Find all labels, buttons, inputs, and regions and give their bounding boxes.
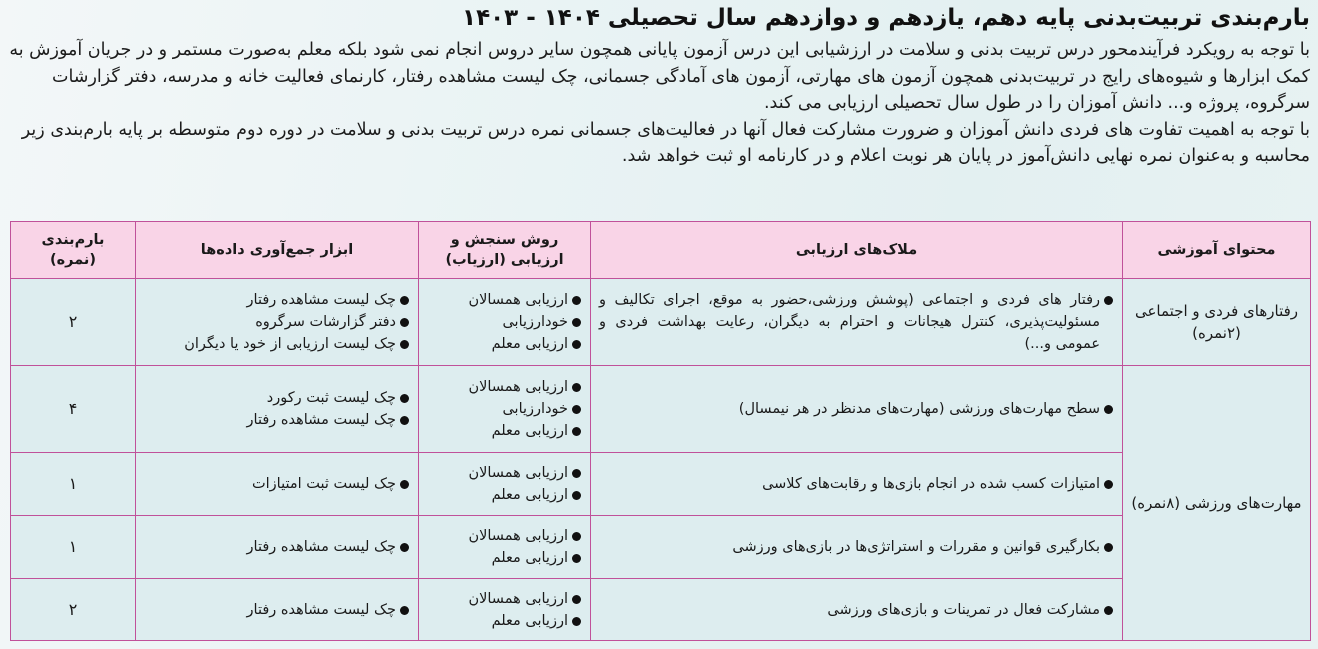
methods-cell <box>419 279 591 366</box>
methods-cell <box>419 366 591 453</box>
page-title: بارم‌بندی تربیت‌بدنی پایه دهم، یازدهم و دوازدهم سال تحصیلی ۱۴۰۴ - ۱۴۰۳ <box>462 5 1310 31</box>
score-cell: ۱ <box>11 516 136 579</box>
intro-paragraph-1: با توجه به رویکرد فرآیندمحور درس تربیت بدنی و سلامت در ارزشیابی این درس آزمون پایانی همچون سایر دروس انجام نمی شود بلکه معلم به‌صورت مستمر و در جریان آموزش به کمک ابزارها و شیوه‌های رایج در تربیت‌بدنی همچون آزمون های مهارتی، آزمون های آمادگی جسمانی، چک لیست مشاهده رفتار، کارنمای فعالیت خانه و مدرسه، دفتر گزارشات سرگروه، پروژه و... دانش آموزان را در طول سال تحصیلی ارزیابی می کند. <box>9 40 1310 113</box>
intro-paragraph-2: با توجه به اهمیت تفاوت های فردی دانش آموزان و ضرورت مشارکت فعال آنها در فعالیت‌های جسمانی نمره درس تربیت بدنی و سلامت در دوره دوم متوسطه بر پایه بارم‌بندی زیر محاسبه و به‌عنوان نمره نهایی دانش‌آموز در پایان هر نوبت اعلام و در کارنامه او ثبت خواهد شد. <box>21 119 1310 166</box>
header-content: محتوای آموزشی <box>1123 222 1311 279</box>
tool-item: چک لیست مشاهده رفتار <box>144 289 410 311</box>
method-item: ارزیابی همسالان <box>427 462 582 484</box>
score-cell: ۲ <box>11 279 136 366</box>
methods-cell <box>419 453 591 516</box>
tool-item: چک لیست مشاهده رفتار <box>144 409 410 431</box>
method-item: ارزیابی معلم <box>427 333 582 355</box>
method-item: ارزیابی معلم <box>427 420 582 442</box>
criteria-text: سطح مهارت‌های ورزشی (مهارت‌های مدنظر در هر نیمسال) <box>599 398 1114 420</box>
table-row <box>11 453 1311 516</box>
tool-item: چک لیست مشاهده رفتار <box>144 599 410 621</box>
method-item: خودارزیابی <box>427 398 582 420</box>
criteria-cell <box>591 366 1123 453</box>
method-item: ارزیابی معلم <box>427 547 582 569</box>
method-item: ارزیابی معلم <box>427 484 582 506</box>
score-cell: ۲ <box>11 579 136 641</box>
criteria-text: مشارکت فعال در تمرینات و بازی‌های ورزشی <box>599 599 1114 621</box>
table-header-row <box>11 222 1311 279</box>
criteria-text: رفتار های فردی و اجتماعی (پوشش ورزشی،حضور به موقع، اجرای تکالیف و مسئولیت‌پذیری، کنترل هیجانات و احترام به دیگران، رعایت بهداشت فردی و عمومی و...) <box>599 289 1114 355</box>
grading-table <box>10 221 1311 641</box>
criteria-text: امتیازات کسب شده در انجام بازی‌ها و رقابت‌های کلاسی <box>599 473 1114 495</box>
tools-cell <box>136 279 419 366</box>
tool-item: چک لیست ارزیابی از خود یا دیگران <box>144 333 410 355</box>
intro-text <box>8 37 1310 170</box>
tool-item: دفتر گزارشات سرگروه <box>144 311 410 333</box>
criteria-text: بکارگیری قوانین و مقررات و استراتژی‌ها در بازی‌های ورزشی <box>599 536 1114 558</box>
method-item: ارزیابی همسالان <box>427 376 582 398</box>
method-item: ارزیابی معلم <box>427 610 582 632</box>
criteria-cell <box>591 516 1123 579</box>
tools-cell <box>136 366 419 453</box>
method-item: ارزیابی همسالان <box>427 525 582 547</box>
methods-cell <box>419 579 591 641</box>
criteria-cell <box>591 579 1123 641</box>
tools-cell <box>136 453 419 516</box>
table-row <box>11 279 1311 366</box>
tool-item: چک لیست ثبت امتیازات <box>144 473 410 495</box>
header-score: بارم‌بندی (نمره) <box>11 222 136 279</box>
method-item: ارزیابی همسالان <box>427 588 582 610</box>
header-criteria: ملاک‌های ارزیابی <box>591 222 1123 279</box>
score-cell: ۴ <box>11 366 136 453</box>
content-cell: رفتارهای فردی و اجتماعی (۲نمره) <box>1123 279 1311 366</box>
table-row <box>11 579 1311 641</box>
method-item: خودارزیابی <box>427 311 582 333</box>
criteria-cell <box>591 279 1123 366</box>
methods-cell <box>419 516 591 579</box>
content-cell: مهارت‌های ورزشی (۸نمره) <box>1123 366 1311 641</box>
score-cell: ۱ <box>11 453 136 516</box>
table-row <box>11 516 1311 579</box>
header-tools: ابزار جمع‌آوری داده‌ها <box>136 222 419 279</box>
tools-cell <box>136 516 419 579</box>
tool-item: چک لیست ثبت رکورد <box>144 387 410 409</box>
header-methods: روش سنجش و ارزیابی (ارزیاب) <box>419 222 591 279</box>
criteria-cell <box>591 453 1123 516</box>
method-item: ارزیابی همسالان <box>427 289 582 311</box>
tool-item: چک لیست مشاهده رفتار <box>144 536 410 558</box>
tools-cell <box>136 579 419 641</box>
table-row <box>11 366 1311 453</box>
